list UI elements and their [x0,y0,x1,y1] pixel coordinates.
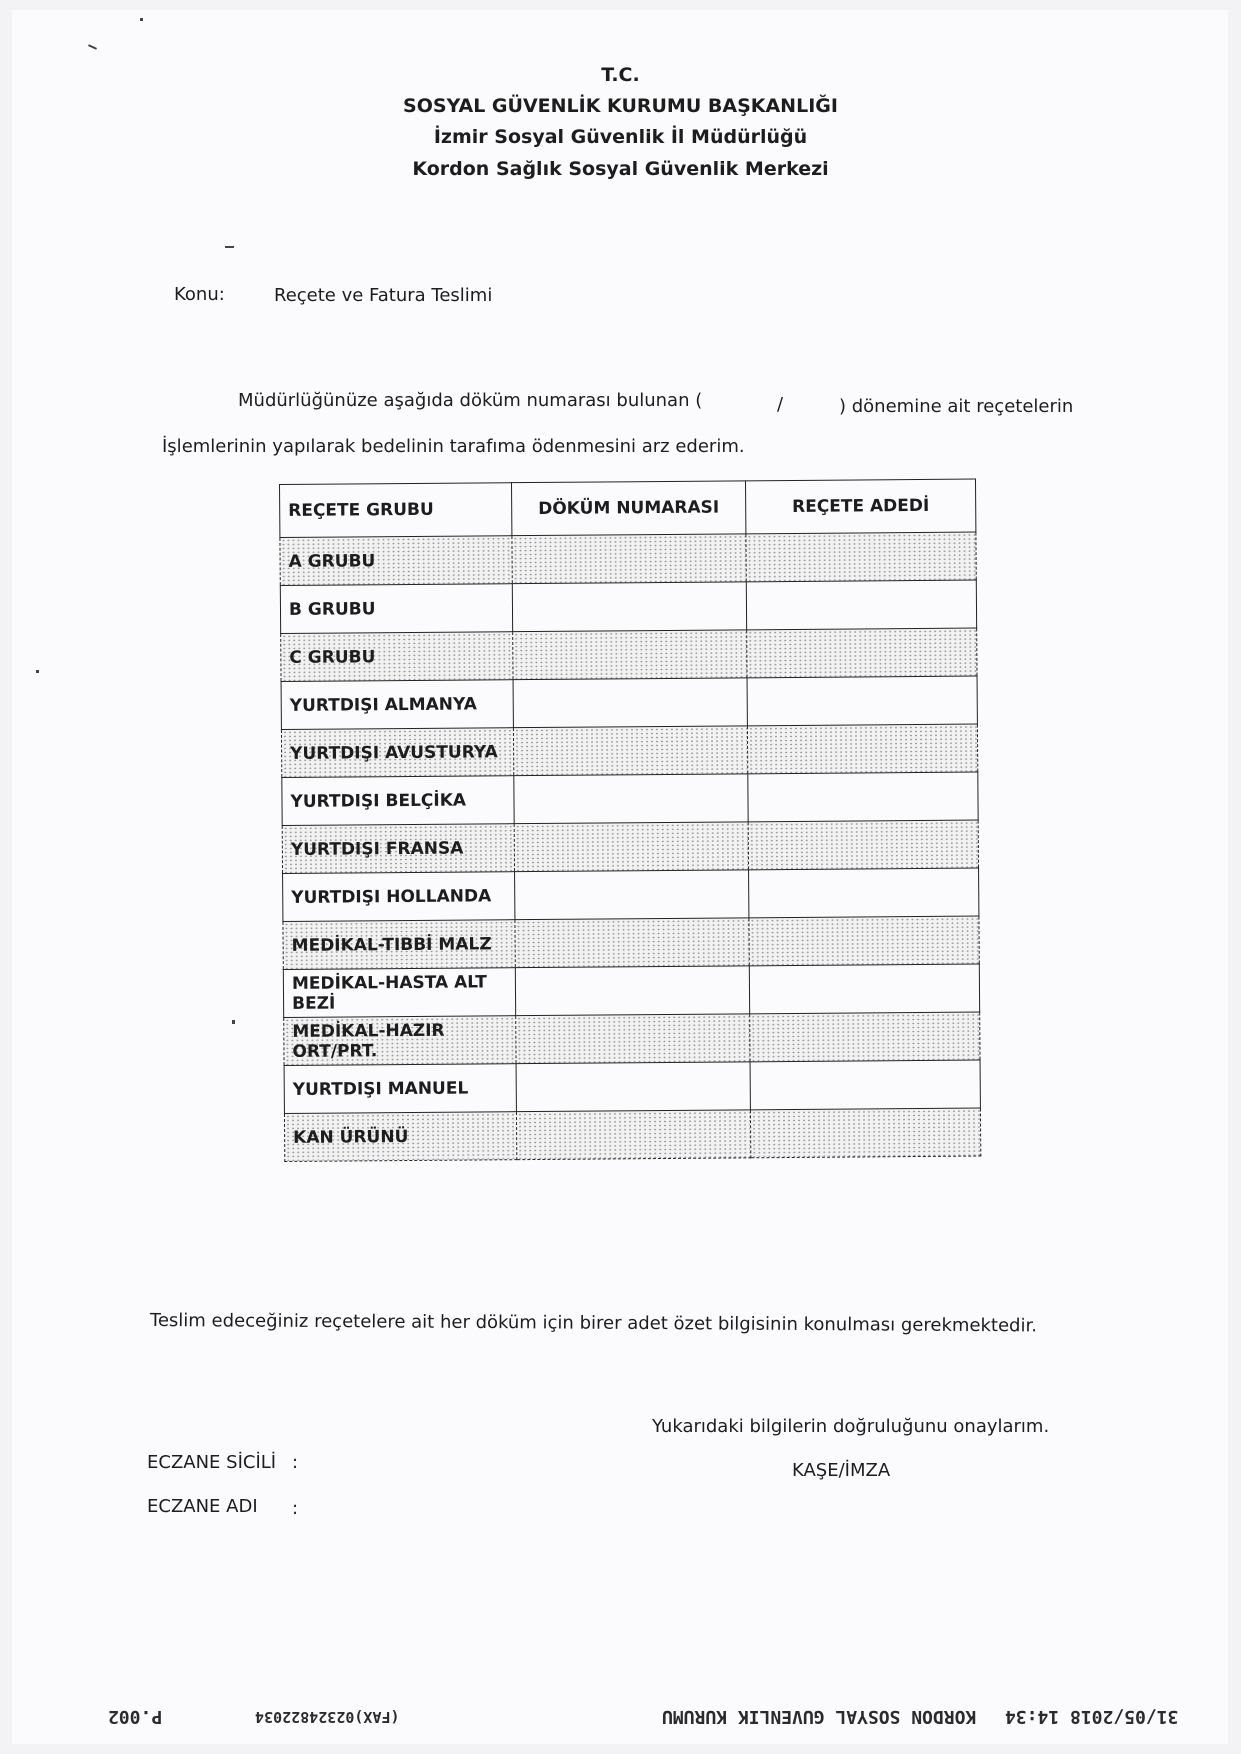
group-label: YURTDIŞI BELÇİKA [282,776,514,826]
count-cell[interactable] [746,580,976,630]
fax-page-number: P.002 [108,1706,163,1727]
group-label: MEDİKAL-TIBBİ MALZ [283,920,515,970]
table-row [281,676,977,729]
pharmacy-registry-label: ECZANE SİCİLİ [147,1452,277,1473]
count-cell[interactable] [750,1108,980,1158]
count-cell[interactable] [750,1060,980,1110]
table-row [283,964,979,1017]
pharmacy-name-colon: : [292,1498,299,1519]
header-center: Kordon Sağlık Sosyal Güvenlik Merkezi [412,158,829,180]
table-row [282,772,978,825]
count-cell[interactable] [747,724,977,774]
count-cell[interactable] [749,916,979,966]
group-label: MEDİKAL-HAZIR ORT/PRT. [284,1016,516,1066]
list-number-cell[interactable] [516,1062,750,1112]
pharmacy-name-label: ECZANE ADI [147,1496,258,1517]
list-number-cell[interactable] [514,822,748,872]
pharmacy-registry-colon: : [292,1452,299,1473]
table-row [280,532,976,585]
group-label: A GRUBU [280,536,512,586]
table-row [281,724,977,777]
header-directorate: İzmir Sosyal Güvenlik İl Müdürlüğü [433,126,808,148]
period-slash: / [777,394,784,415]
column-header-list-number: DÖKÜM NUMARASI [511,481,745,536]
list-number-cell[interactable] [512,582,746,632]
list-number-cell[interactable] [513,630,747,680]
list-number-cell[interactable] [515,870,749,920]
scan-speck [140,18,143,21]
table-row [280,580,976,633]
list-number-cell[interactable] [513,678,747,728]
request-text-part2: ) dönemine ait reçetelerin [839,396,1074,417]
table-row [281,628,977,681]
group-label: B GRUBU [280,584,512,634]
scan-speck [225,246,234,248]
approval-text: Yukarıdaki bilgilerin doğruluğunu onaylarım. [652,1416,1050,1437]
count-cell[interactable] [747,628,977,678]
group-label: YURTDIŞI AVUSTURYA [281,728,513,778]
header-institution: SOSYAL GÜVENLİK KURUMU BAŞKANLIĞI [403,95,838,117]
prescription-table [279,479,981,1162]
stamp-signature-label: KAŞE/İMZA [792,1460,891,1481]
group-label: YURTDIŞI FRANSA [282,824,514,874]
scan-speck [36,670,39,673]
table-row [284,1108,980,1161]
group-label: YURTDIŞI ALMANYA [281,680,513,730]
group-label: C GRUBU [281,632,513,682]
count-cell[interactable] [749,964,979,1014]
column-header-count: REÇETE ADEDİ [745,479,975,534]
list-number-cell[interactable] [516,1014,750,1064]
count-cell[interactable] [750,1012,980,1062]
list-number-cell[interactable] [512,534,746,584]
fax-datetime: 31/05/2018 14:34 [1005,1706,1179,1727]
list-number-cell[interactable] [516,1110,750,1160]
fax-sender: KORDON SOSYAL GUVENLIK KURUMU [662,1706,977,1727]
request-text-line2: İşlemlerinin yapılarak bedelinin tarafıma ödenmesini arz ederim. [162,436,745,457]
request-text-part1: Müdürlüğünüze aşağıda döküm numarası bulunan ( [238,390,703,411]
subject-value: Reçete ve Fatura Teslimi [274,285,493,306]
table-row [283,868,979,921]
scan-speck [232,1020,235,1024]
fax-number: (FAX)02324822034 [255,1708,400,1726]
list-number-cell[interactable] [515,966,749,1016]
count-cell[interactable] [749,868,979,918]
list-number-cell[interactable] [513,726,747,776]
group-label: YURTDIŞI HOLLANDA [283,872,515,922]
list-number-cell[interactable] [515,918,749,968]
table-row [282,820,978,873]
header-tc: T.C. [601,64,640,86]
group-label: KAN ÜRÜNÜ [284,1112,516,1162]
pharmacy-name-field[interactable] [310,1494,610,1522]
table-header-row [280,479,976,537]
table-row [284,1012,980,1065]
subject-label: Konu: [174,284,225,305]
count-cell[interactable] [746,532,976,582]
count-cell[interactable] [748,772,978,822]
count-cell[interactable] [748,820,978,870]
summary-note: Teslim edeceğiniz reçetelere ait her döküm için birer adet özet bilgisinin konulması gerekmektedir. [149,1310,1038,1337]
table-row [283,916,979,969]
list-number-cell[interactable] [514,774,748,824]
pharmacy-registry-field[interactable] [310,1448,610,1476]
count-cell[interactable] [747,676,977,726]
group-label: MEDİKAL-HASTA ALT BEZİ [283,968,515,1018]
table-row [284,1060,980,1113]
column-header-group: REÇETE GRUBU [280,483,512,538]
group-label: YURTDIŞI MANUEL [284,1064,516,1114]
